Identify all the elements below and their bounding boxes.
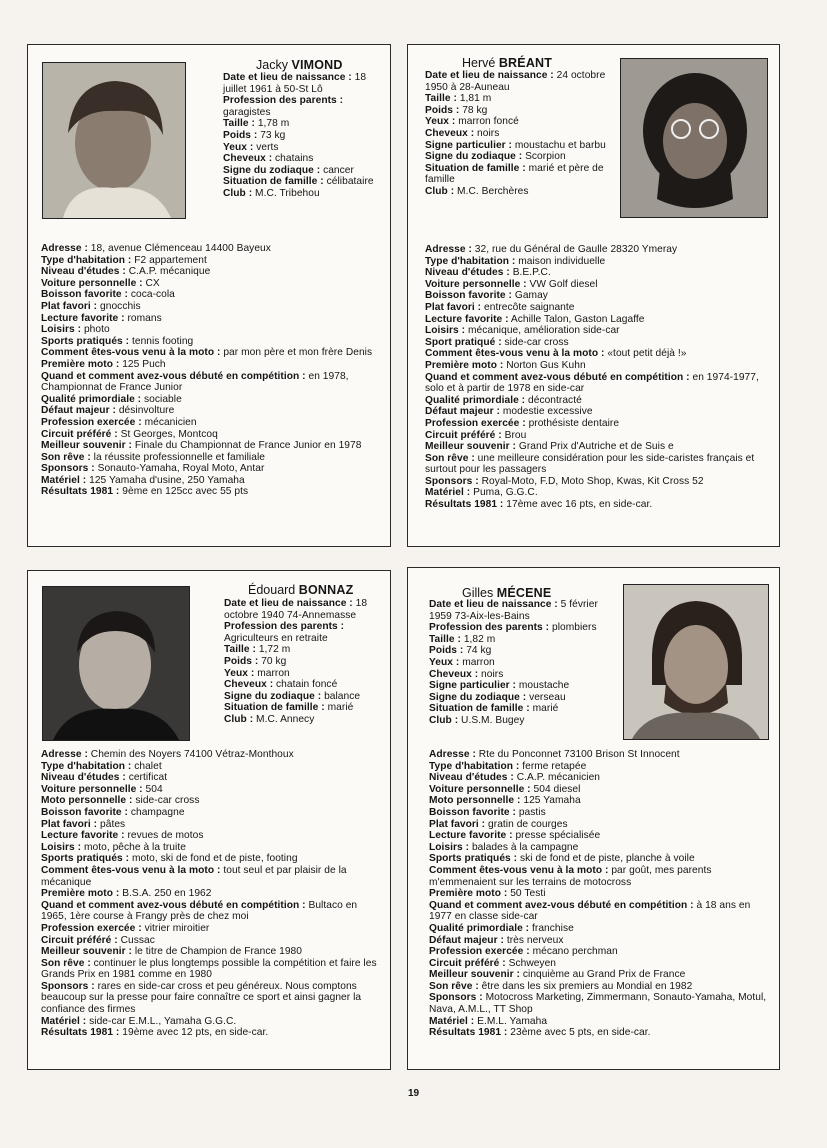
field-weight: Poids : 70 kg: [224, 655, 287, 667]
field-equipment: Matériel : 125 Yamaha d'usine, 250 Yamaha: [41, 474, 245, 486]
field-education: Niveau d'études : C.A.P. mécanique: [41, 266, 211, 278]
rider-portrait-photo: [620, 58, 768, 218]
profile-header-fields: [224, 598, 379, 726]
field-sports: Sports pratiqués : ski de fond et de piste, planche à voile: [429, 853, 695, 865]
first-name: Jacky: [256, 58, 288, 72]
field-competition-start: Quand et comment avez-vous débuté en compétition : en 1974-1977, solo et à partir de 1978 en side-car: [425, 371, 759, 395]
field-car: Voiture personnelle : VW Golf diesel: [425, 278, 598, 290]
field-zodiac: Signe du zodiaque : verseau: [429, 691, 566, 703]
field-sports: Sports pratiqués : tennis footing: [41, 335, 194, 347]
field-hair: Cheveux : chatain foncé: [224, 679, 338, 691]
field-sports: Sport pratiqué : side-car cross: [425, 336, 569, 348]
portrait-illustration: [624, 585, 768, 739]
field-housing: Type d'habitation : F2 appartement: [41, 254, 207, 266]
first-name: Hervé: [462, 56, 496, 70]
profile-card-mecene: [407, 567, 780, 1070]
field-sponsors: Sponsors : Motocross Marketing, Zimmermann, Sonauto-Yamaha, Motul, Nava, A.M.L., TT Shop: [429, 992, 767, 1016]
field-housing: Type d'habitation : chalet: [41, 760, 162, 772]
profile-card-bonnaz: [27, 570, 391, 1070]
field-eyes: Yeux : marron foncé: [425, 116, 519, 128]
rider-portrait-photo: [623, 584, 769, 740]
field-hair: Cheveux : chatains: [223, 153, 314, 165]
field-club: Club : U.S.M. Bugey: [429, 714, 525, 726]
field-circuit: Circuit préféré : Schweyen: [429, 957, 557, 969]
field-housing: Type d'habitation : maison individuelle: [425, 255, 606, 267]
field-eyes: Yeux : marron: [224, 667, 290, 679]
field-reading: Lecture favorite : romans: [41, 312, 162, 324]
field-parents: Profession des parents : plombiers: [429, 622, 597, 634]
last-name: MÉCENE: [496, 586, 552, 600]
profile-body-fields: [429, 749, 769, 1039]
field-family: Situation de famille : marié: [429, 703, 559, 715]
field-dish: Plat favori : gratin de courges: [429, 818, 568, 830]
field-address: Adresse : Chemin des Noyers 74100 Vétraz-Monthoux: [41, 749, 294, 760]
field-profession: Profession exercée : vitrier miroitier: [41, 922, 210, 934]
field-dream: Son rêve : continuer le plus longtemps possible la compétition et faire les Grands Prix en 1981 comme en 1980: [41, 957, 377, 981]
field-quality: Qualité primordiale : décontracté: [425, 394, 582, 406]
field-hair: Cheveux : noirs: [429, 668, 504, 680]
last-name: BONNAZ: [298, 583, 354, 597]
field-memory: Meilleur souvenir : Finale du Championnat de France Junior en 1978: [41, 440, 362, 452]
field-circuit: Circuit préféré : Cussac: [41, 934, 155, 946]
field-drink: Boisson favorite : champagne: [41, 806, 185, 818]
field-birth: Date et lieu de naissance : 18 octobre 1940 74-Annemasse: [224, 598, 368, 621]
field-reading: Lecture favorite : presse spécialisée: [429, 830, 601, 842]
first-name: Gilles: [462, 586, 494, 600]
rider-name: [256, 58, 343, 72]
field-memory: Meilleur souvenir : Grand Prix d'Autriche et de Suis e: [425, 441, 674, 453]
field-family: Situation de famille : célibataire: [223, 176, 374, 188]
rider-name: [462, 586, 551, 600]
field-first-moto: Première moto : 50 Testi: [429, 888, 546, 900]
profile-body-fields: [41, 749, 378, 1039]
field-education: Niveau d'études : certificat: [41, 772, 168, 784]
field-education: Niveau d'études : C.A.P. mécanicien: [429, 772, 601, 784]
field-moto: Moto personnelle : 125 Yamaha: [429, 795, 581, 807]
field-weight: Poids : 74 kg: [429, 645, 492, 657]
portrait-illustration: [43, 587, 189, 740]
field-dish: Plat favori : pâtes: [41, 818, 126, 830]
field-results: Résultats 1981 : 23ème avec 5 pts, en side-car.: [429, 1027, 651, 1039]
field-flaw: Défaut majeur : désinvolture: [41, 405, 175, 417]
page-number: 19: [407, 1088, 420, 1099]
field-circuit: Circuit préféré : St Georges, Montcoq: [41, 428, 218, 440]
profile-card-breant: [407, 44, 780, 547]
field-family: Situation de famille : marié: [224, 702, 354, 714]
field-sponsors: Sponsors : Sonauto-Yamaha, Royal Moto, Antar: [41, 463, 265, 475]
field-club: Club : M.C. Berchères: [425, 185, 529, 197]
field-birth: Date et lieu de naissance : 18 juillet 1961 à 50-St Lô: [223, 72, 367, 95]
field-hobbies: Loisirs : moto, pêche à la truite: [41, 841, 186, 853]
field-how-moto: Comment êtes-vous venu à la moto : tout seul et par plaisir de la mécanique: [41, 864, 347, 888]
field-profession: Profession exercée : mécano perchman: [429, 946, 618, 958]
field-profession: Profession exercée : prothésiste dentaire: [425, 417, 620, 429]
field-reading: Lecture favorite : revues de motos: [41, 830, 204, 842]
field-club: Club : M.C. Annecy: [224, 713, 315, 725]
field-distinguishing-mark: Signe particulier : moustache: [429, 680, 570, 692]
field-education: Niveau d'études : B.E.P.C.: [425, 267, 551, 279]
field-dish: Plat favori : entrecôte saignante: [425, 301, 575, 313]
last-name: VIMOND: [291, 58, 343, 72]
field-memory: Meilleur souvenir : cinquième au Grand Prix de France: [429, 969, 686, 981]
field-how-moto: Comment êtes-vous venu à la moto : par goût, mes parents m'emmenaient sur les terrains de motocross: [429, 864, 712, 888]
field-address: Adresse : Rte du Ponconnet 73100 Brison St Innocent: [429, 749, 680, 760]
profile-body-fields: [425, 244, 767, 511]
field-parents: Profession des parents : garagistes: [223, 95, 344, 118]
field-circuit: Circuit préféré : Brou: [425, 429, 527, 441]
portrait-illustration: [621, 59, 767, 217]
field-equipment: Matériel : side-car E.M.L., Yamaha G.G.C.: [41, 1015, 237, 1027]
field-results: Résultats 1981 : 17ème avec 16 pts, en side-car.: [425, 499, 653, 511]
field-eyes: Yeux : verts: [223, 141, 279, 153]
rider-name: [462, 56, 552, 70]
field-competition-start: Quand et comment avez-vous débuté en compétition : en 1978, Championnat de France Junior: [41, 370, 349, 394]
first-name: Édouard: [248, 583, 296, 597]
field-memory: Meilleur souvenir : le titre de Champion de France 1980: [41, 946, 302, 958]
field-height: Taille : 1,81 m: [425, 93, 492, 105]
field-dream: Son rêve : une meilleure considération pour les side-caristes français et surtout pour les passagers: [425, 452, 755, 476]
field-family: Situation de famille : marié et père de famille: [425, 162, 604, 186]
rider-name: [248, 583, 353, 597]
field-competition-start: Quand et comment avez-vous débuté en compétition : à 18 ans en 1977 en classe side-car: [429, 899, 751, 923]
field-car: Voiture personnelle : CX: [41, 277, 160, 289]
field-competition-start: Quand et comment avez-vous débuté en compétition : Bultaco en 1965, 1ère course à Frangy près de chez moi: [41, 899, 358, 923]
field-car: Voiture personnelle : 504: [41, 783, 163, 795]
field-flaw: Défaut majeur : modestie excessive: [425, 406, 593, 418]
field-reading: Lecture favorite : Achille Talon, Gaston Lagaffe: [425, 313, 645, 325]
field-profession: Profession exercée : mécanicien: [41, 416, 197, 428]
field-club: Club : M.C. Tribehou: [223, 187, 320, 199]
rider-portrait-photo: [42, 586, 190, 741]
field-flaw: Défaut majeur : très nerveux: [429, 934, 564, 946]
field-weight: Poids : 78 kg: [425, 104, 488, 116]
field-quality: Qualité primordiale : franchise: [429, 922, 574, 934]
field-birth: Date et lieu de naissance : 24 octobre 1950 à 28-Auneau: [425, 70, 606, 93]
field-quality: Qualité primordiale : sociable: [41, 393, 182, 405]
field-equipment: Matériel : Puma, G.G.C.: [425, 487, 538, 499]
profile-header-fields: [429, 599, 617, 727]
field-moto: Moto personnelle : side-car cross: [41, 795, 200, 807]
field-birth: Date et lieu de naissance : 5 février 1959 73-Aix-les-Bains: [429, 599, 598, 622]
field-first-moto: Première moto : B.S.A. 250 en 1962: [41, 888, 212, 900]
field-first-moto: Première moto : Norton Gus Kuhn: [425, 359, 586, 371]
field-zodiac: Signe du zodiaque : cancer: [223, 164, 354, 176]
field-zodiac: Signe du zodiaque : Scorpion: [425, 151, 566, 163]
field-hobbies: Loisirs : mécanique, amélioration side-car: [425, 325, 620, 337]
field-address: Adresse : 32, rue du Général de Gaulle 28320 Ymeray: [425, 244, 678, 255]
field-first-moto: Première moto : 125 Puch: [41, 358, 166, 370]
field-drink: Boisson favorite : coca-cola: [41, 289, 175, 301]
field-height: Taille : 1,78 m: [223, 118, 290, 130]
field-height: Taille : 1,72 m: [224, 644, 291, 656]
field-parents: Profession des parents : Agriculteurs en retraite: [224, 621, 345, 644]
portrait-illustration: [43, 63, 185, 218]
field-zodiac: Signe du zodiaque : balance: [224, 690, 361, 702]
field-dream: Son rêve : être dans les six premiers au Mondial en 1982: [429, 980, 693, 992]
profile-body-fields: [41, 243, 378, 498]
field-drink: Boisson favorite : pastis: [429, 806, 546, 818]
field-hobbies: Loisirs : balades à la campagne: [429, 841, 579, 853]
field-results: Résultats 1981 : 19ème avec 12 pts, en side-car.: [41, 1027, 269, 1039]
field-housing: Type d'habitation : ferme retapée: [429, 760, 587, 772]
field-hair: Cheveux : noirs: [425, 127, 500, 139]
field-address: Adresse : 18, avenue Clémenceau 14400 Bayeux: [41, 243, 271, 254]
field-distinguishing-mark: Signe particulier : moustachu et barbu: [425, 139, 606, 151]
field-drink: Boisson favorite : Gamay: [425, 290, 548, 302]
field-sponsors: Sponsors : rares en side-car cross et peu généreux. Nous comptons beaucoup sur la presse pour faire connaître ce sport et ainsi gagner la confiance des firmes: [41, 980, 362, 1016]
field-equipment: Matériel : E.M.L. Yamaha: [429, 1015, 548, 1027]
field-car: Voiture personnelle : 504 diesel: [429, 783, 581, 795]
field-how-moto: Comment êtes-vous venu à la moto : «tout petit déjà !»: [425, 348, 687, 360]
field-how-moto: Comment êtes-vous venu à la moto : par mon père et mon frère Denis: [41, 347, 373, 359]
field-dish: Plat favori : gnocchis: [41, 300, 141, 312]
field-sponsors: Sponsors : Royal-Moto, F.D, Moto Shop, Kwas, Kit Cross 52: [425, 475, 704, 487]
field-dream: Son rêve : la réussite professionnelle et familiale: [41, 451, 265, 463]
field-results: Résultats 1981 : 9ème en 125cc avec 55 pts: [41, 486, 249, 498]
field-weight: Poids : 73 kg: [223, 129, 286, 141]
last-name: BRÉANT: [498, 56, 553, 70]
field-sports: Sports pratiqués : moto, ski de fond et de piste, footing: [41, 853, 298, 865]
profile-header-fields: [223, 72, 375, 200]
field-height: Taille : 1,82 m: [429, 633, 496, 645]
rider-portrait-photo: [42, 62, 186, 219]
field-hobbies: Loisirs : photo: [41, 324, 110, 336]
profile-card-vimond: [27, 44, 391, 547]
field-eyes: Yeux : marron: [429, 656, 495, 668]
profile-header-fields: [425, 70, 615, 198]
